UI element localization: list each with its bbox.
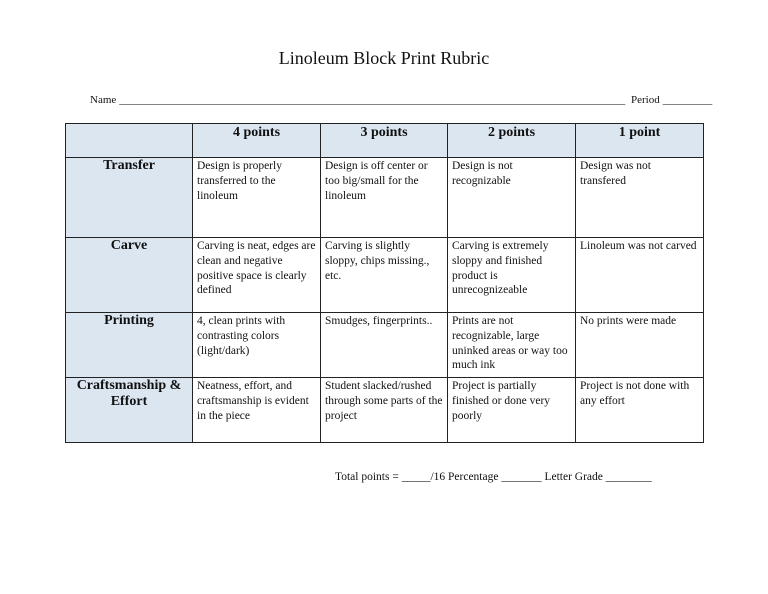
- header-4-points: 4 points: [193, 124, 321, 158]
- table-row: [66, 313, 704, 378]
- rubric-table: [65, 123, 704, 443]
- table-cell: Design is not recognizable: [448, 158, 576, 238]
- table-row: [66, 158, 704, 238]
- table-cell: Smudges, fingerprints..: [321, 313, 448, 378]
- table-cell: Project is partially finished or done very poorly: [448, 378, 576, 443]
- header-3-points: 3 points: [321, 124, 448, 158]
- header-2-points: 2 points: [448, 124, 576, 158]
- table-cell: Design is off center or too big/small for the linoleum: [321, 158, 448, 238]
- table-cell: 4, clean prints with contrasting colors (light/dark): [193, 313, 321, 378]
- header-corner: [66, 124, 193, 158]
- table-cell: Carving is extremely sloppy and finished product is unrecognizeable: [448, 238, 576, 313]
- table-cell: Carving is slightly sloppy, chips missing., etc.: [321, 238, 448, 313]
- category-transfer: Transfer: [66, 158, 193, 238]
- table-cell: Linoleum was not carved: [576, 238, 704, 313]
- table-cell: Prints are not recognizable, large uninked areas or way too much ink: [448, 313, 576, 378]
- header-row: [66, 124, 704, 158]
- name-label: Name: [90, 94, 117, 106]
- period-blank: _________: [662, 94, 713, 106]
- table-row: [66, 238, 704, 313]
- table-row: [66, 378, 704, 443]
- name-period-line: [90, 94, 713, 106]
- period-label: Period: [631, 94, 660, 106]
- table-cell: Neatness, effort, and craftsmanship is evident in the piece: [193, 378, 321, 443]
- table-cell: Design was not transfered: [576, 158, 704, 238]
- total-points-line: Total points = _____/16 Percentage _______ Letter Grade ________: [335, 471, 652, 483]
- table-cell: Carving is neat, edges are clean and negative positive space is clearly defined: [193, 238, 321, 313]
- table-cell: No prints were made: [576, 313, 704, 378]
- page-title: Linoleum Block Print Rubric: [278, 48, 490, 68]
- category-carve: Carve: [66, 238, 193, 313]
- table-cell: Student slacked/rushed through some parts of the project: [321, 378, 448, 443]
- category-printing: Printing: [66, 313, 193, 378]
- header-1-point: 1 point: [576, 124, 704, 158]
- category-craftsmanship-effort: Craftsmanship & Effort: [66, 378, 193, 443]
- table-cell: Project is not done with any effort: [576, 378, 704, 443]
- table-cell: Design is properly transferred to the linoleum: [193, 158, 321, 238]
- name-blank: ____________________________________________________________________________________________: [119, 94, 626, 106]
